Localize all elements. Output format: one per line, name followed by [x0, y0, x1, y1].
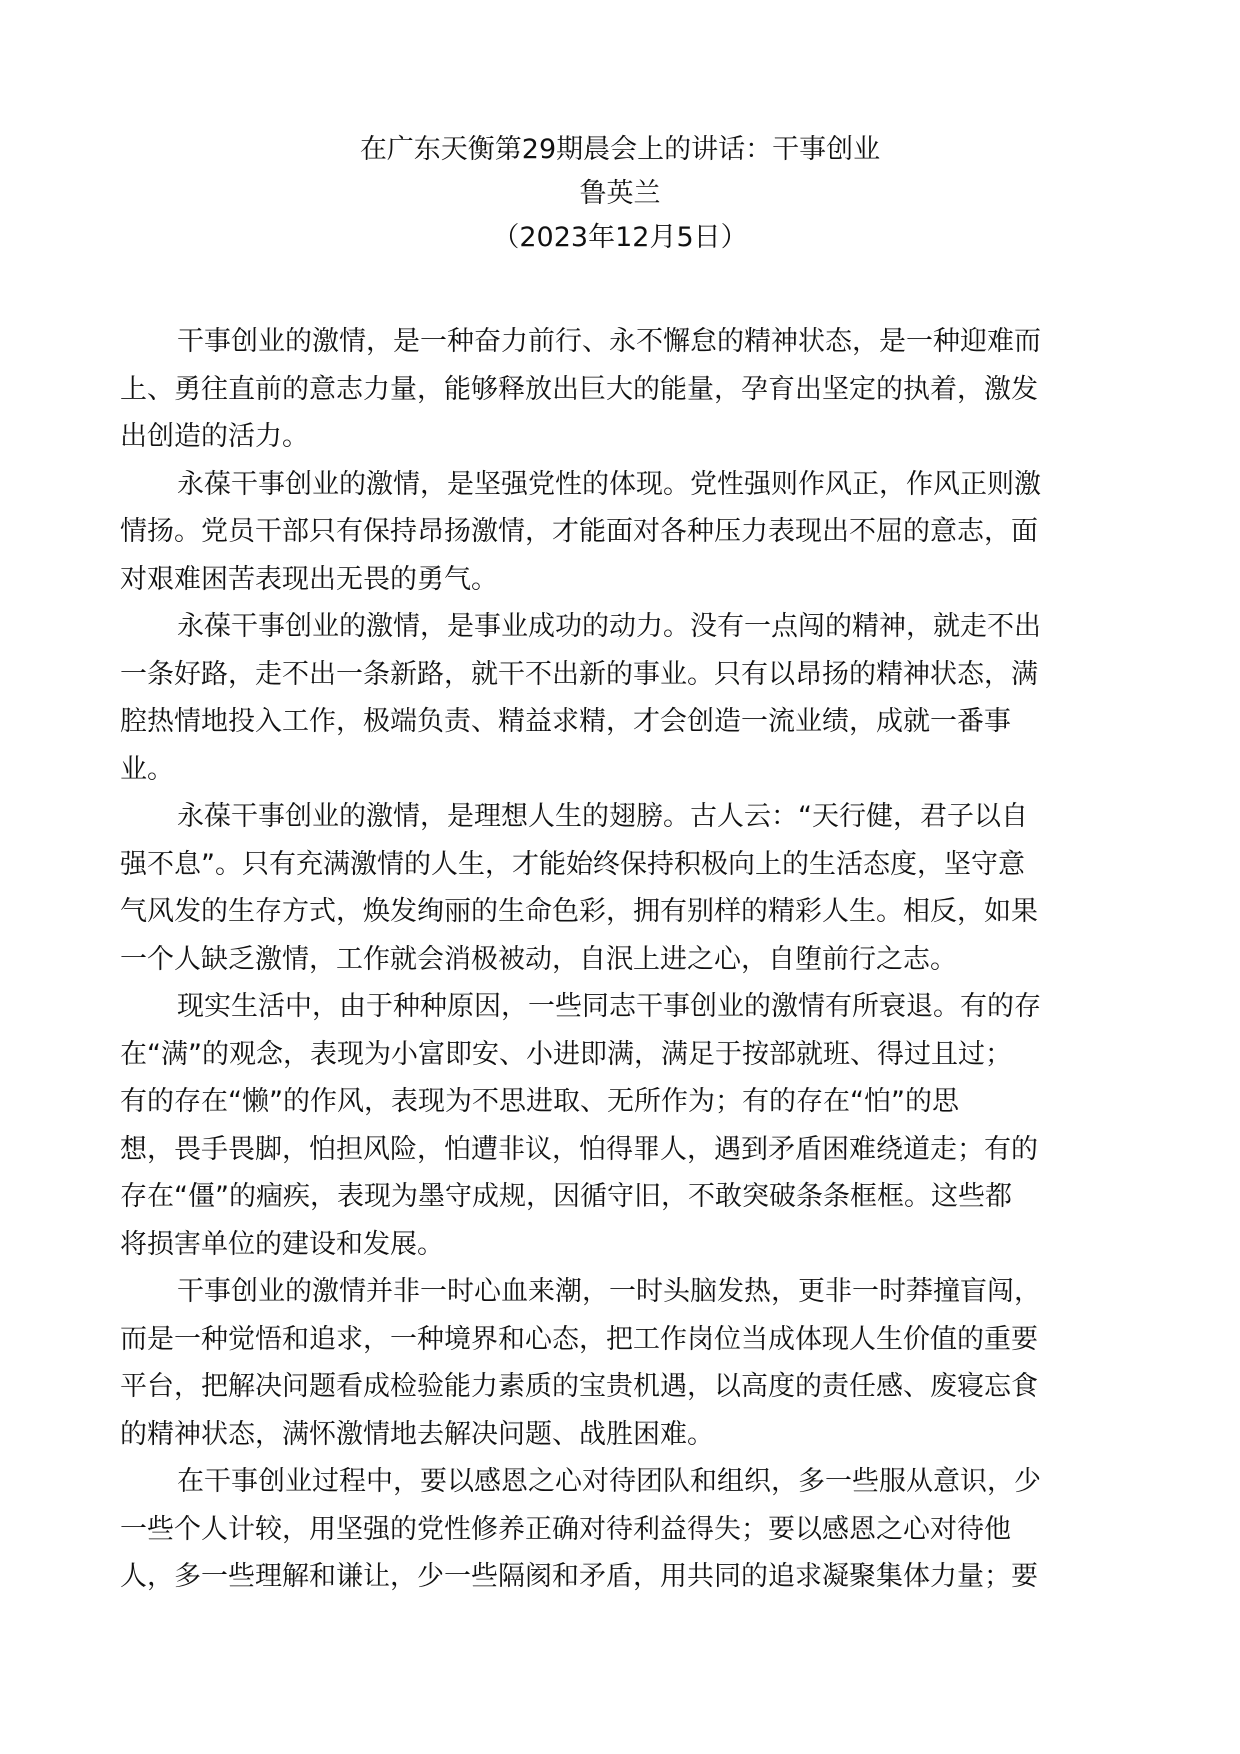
paragraph-line: 存在“僵”的痼疾，表现为墨守成规，因循守旧，不敢突破条条框框。这些都: [120, 1181, 1012, 1212]
paragraph: [120, 603, 1120, 793]
paragraph-line: 业。: [120, 753, 174, 785]
paragraph-line: 出创造的活力。: [120, 421, 309, 452]
paragraph: [120, 793, 1120, 983]
paragraph-line: 强不息”。只有充满激情的人生，才能始终保持积极向上的生活态度，坚守意: [120, 848, 1025, 880]
paragraph-line: 情扬。党员干部只有保持昂扬激情，才能面对各种压力表现出不屈的意志，面: [120, 516, 1038, 547]
paragraph-line: 上、勇往直前的意志力量，能够释放出巨大的能量，孕育出坚定的执着，激发: [120, 373, 1038, 405]
paragraph-line: 腔热情地投入工作，极端负责、精益求精，才会创造一流业绩，成就一番事: [120, 706, 1011, 737]
paragraph-line: 的精神状态，满怀激情地去解决问题、战胜困难。: [120, 1418, 714, 1450]
paragraph-line: 平台，把解决问题看成检验能力素质的宝贵机遇，以高度的责任感、废寝忘食: [120, 1371, 1038, 1402]
paragraph-line: 在干事创业过程中，要以感恩之心对待团队和组织，多一些服从意识，少: [177, 1466, 1041, 1497]
paragraph: [120, 318, 1120, 461]
paragraph: [120, 1268, 1120, 1458]
paragraph-line: 将损害单位的建设和发展。: [120, 1228, 444, 1260]
paragraph-line: 一条好路，走不出一条新路，就干不出新的事业。只有以昂扬的精神状态，满: [120, 658, 1038, 690]
paragraph-line: 人，多一些理解和谦让，少一些隔阂和矛盾，用共同的追求凝聚集体力量；要: [120, 1561, 1038, 1592]
paragraph-line: 气风发的生存方式，焕发绚丽的生命色彩，拥有别样的精彩人生。相反，如果: [120, 896, 1038, 927]
paragraph-line: 有的存在“懒”的作风，表现为不思进取、无所作为；有的存在“怕”的思: [120, 1086, 959, 1117]
paragraph-line: 干事创业的激情并非一时心血来潮，一时头脑发热，更非一时莽撞盲闯，: [177, 1276, 1041, 1307]
paragraph-line: 现实生活中，由于种种原因，一些同志干事创业的激情有所衰退。有的存: [177, 991, 1041, 1022]
paragraph-line: 对艰难困苦表现出无畏的勇气。: [120, 563, 498, 595]
document-header: [0, 128, 1240, 260]
document-title: 在广东天衡第29期晨会上的讲话：干事创业: [359, 134, 881, 165]
document-author: 鲁英兰: [579, 178, 661, 209]
paragraph-line: 永葆干事创业的激情，是理想人生的翅膀。古人云：“天行健，君子以自: [177, 801, 1028, 832]
paragraph: [120, 461, 1120, 604]
paragraph-line: 一个人缺乏激情，工作就会消极被动，自泯上进之心，自堕前行之志。: [120, 943, 957, 975]
paragraph-line: 一些个人计较，用坚强的党性修养正确对待利益得失；要以感恩之心对待他: [120, 1513, 1011, 1545]
paragraph-line: 永葆干事创业的激情，是事业成功的动力。没有一点闯的精神，就走不出: [177, 611, 1041, 642]
paragraph-line: 在“满”的观念，表现为小富即安、小进即满，满足于按部就班、得过且过；: [120, 1038, 1012, 1070]
paragraph: [120, 1458, 1120, 1601]
document-body: [120, 318, 1120, 1601]
paragraph-line: 永葆干事创业的激情，是坚强党性的体现。党性强则作风正，作风正则激: [177, 468, 1041, 500]
paragraph-line: 干事创业的激情，是一种奋力前行、永不懈怠的精神状态，是一种迎难而: [177, 326, 1041, 357]
paragraph-line: 想，畏手畏脚，怕担风险，怕遭非议，怕得罪人，遇到矛盾困难绕道走；有的: [120, 1133, 1038, 1165]
paragraph-line: 而是一种觉悟和追求，一种境界和心态，把工作岗位当成体现人生价值的重要: [120, 1323, 1038, 1355]
document-date: （2023年12月5日）: [492, 222, 748, 253]
paragraph: [120, 983, 1120, 1268]
